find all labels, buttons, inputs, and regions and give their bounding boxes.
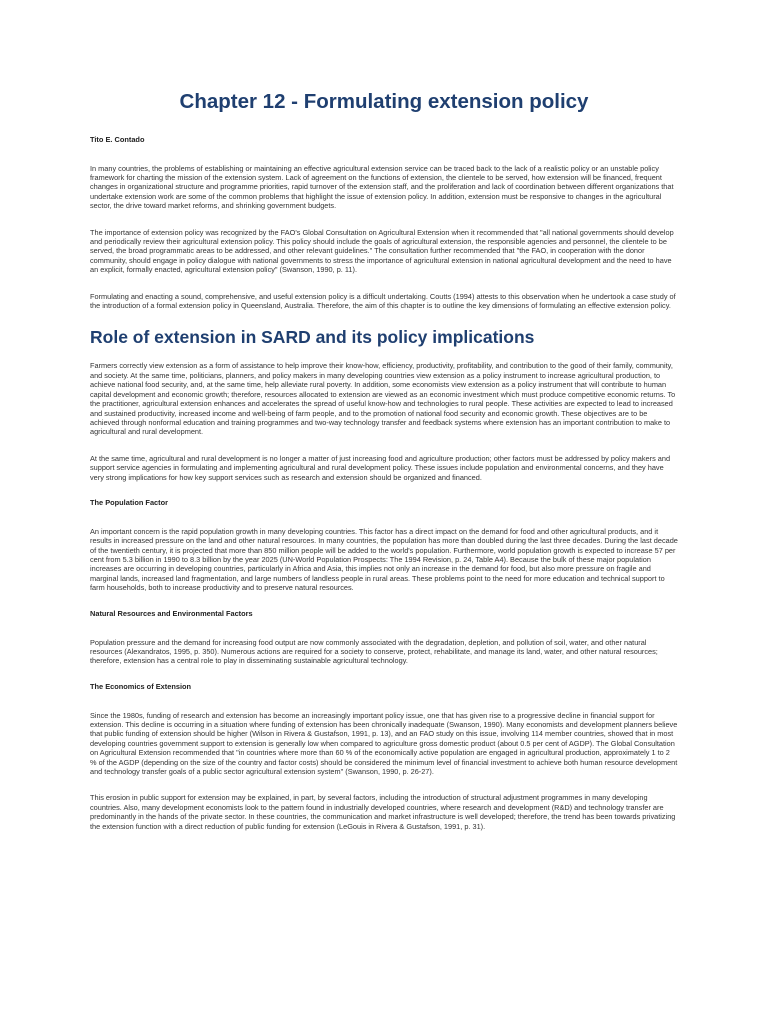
intro-paragraph: The importance of extension policy was recognized by the FAO's Global Consultation on Agricultural Extension when it recommended that "all national governments should develop and periodically review their agricultural extension policy. This policy should include the goals of agricultural extension, the responsible agencies and personnel, the clientele to be served, the broad programmatic areas to be addressed, and other relevant guidelines." The consultation further recommended that "the FAO, in cooperation with the donor community, should engage in policy dialogue with national governments to stress the importance of agricultural extension in national agricultural development and the need to have an explicit, formally enacted, agricultural extension policy" (Swanson, 1990, p. 11).: [90, 227, 674, 275]
section-paragraph: Farmers correctly view extension as a form of assistance to help improve their know-how, efficiency, productivity, profitability, and contribution to the good of their family, community, and society. At the same time, politicians, planners, and policy makers in many developing countries view extension as a policy instrument to increase agricultural production, to achieve national food security, and, at the same time, help alleviate rural poverty. In addition, some economists view extension as a policy instrument that will contribute to human capital development and economic growth; therefore, resources allocated to extension are viewed as an economic investment which must produce competitive economic returns. To the practitioner, agricultural extension enhances and accelerates the spread of useful know-how and technologies to rural people. These activities are expected to lead to increased and sustained productivity, increased income and well-being of farm people, and to the promotion of national food security and economic growth. These objectives are to be achieved through nonformal education and training programmes and two-way technology transfer and feedback systems where extension has an important contribution to make to agricultural and rural development.: [90, 361, 676, 437]
section-title: Role of extension in SARD and its policy implications: [90, 327, 535, 348]
author-name: Tito E. Contado: [90, 134, 145, 144]
section-paragraph: At the same time, agricultural and rural development is no longer a matter of just increasing food and agriculture production; other factors must be addressed by policy makers and support service agencies in formulating and implementing agricultural and rural development policy. These issues include population and environmental concerns, and they have very strong implications for how key support services such as research and extension should be organized and financed.: [90, 453, 671, 482]
chapter-title: Chapter 12 - Formulating extension policy: [179, 90, 589, 113]
intro-paragraph: In many countries, the problems of establishing or maintaining an effective agricultural extension service can be traced back to the lack of a realistic policy or an unstable policy framework for charting the mission of the extension system. Lack of agreement on the functions of extension, the clientele to be served, how extension will be financed, frequent changes in organizational structure and programme priorities, rapid turnover of the extension staff, and the proliferation and lack of coordination between different organizations that undertake extension work are some of the common problems that highlight the issue of extension policy. In addition, extension must be responsive to changes in the agricultural sector, the drive toward market reforms, and shrinking government budgets.: [90, 163, 674, 211]
subsection-title-natural-resources: Natural Resources and Environmental Factors: [90, 608, 253, 618]
subsection-paragraph: Since the 1980s, funding of research and extension has become an increasingly important policy issue, one that has given rise to a progressive decline in financial support for extension. This decline is occurring in a situation where funding of extension has been chronically inadequate (Swanson, 1990). Many economists and development planners believe that public funding of extension should be higher (Wilson in Rivera & Gustafson, 1991, p. 13), and an FAO study on this issue, involving 114 member countries, showed that in most developing countries government support to extension is generally low when compared to agriculture gross domestic product (about 0.5 per cent of AGDP). The Global Consultation on Agricultural Extension recommended that "in countries where more than 60 % of the economically active population are engaged in agricultural production, approximately 1 to 2 % of the AGDP (depending on the size of the country and factor costs) should be considered the minimum level of financial investment to achieve both human resource development and technology transfer goals of a public sector agricultural extension system" (Swanson, 1990, p. 26-27).: [90, 710, 678, 777]
subsection-title-economics: The Economics of Extension: [90, 681, 192, 691]
subsection-title-population: The Population Factor: [90, 497, 169, 507]
subsection-paragraph: This erosion in public support for extension may be explained, in part, by several factors, including the introduction of structural adjustment programmes in many developing countries. Also, many development economists look to the pattern found in industrially developed countries, where research and development (R&D) and technology transfer are predominantly in the hands of the private sector. In these countries, the communication and market infrastructure is well developed; therefore, the trend has been towards privatizing the extension function with a direct reduction of public funding for extension (LeGouis in Rivera & Gustafson, 1991, p. 31).: [90, 793, 676, 831]
subsection-paragraph: Population pressure and the demand for increasing food output are now commonly associated with the degradation, depletion, and pollution of soil, water, and other natural resources (Alexandratos, 1995, p. 350). Numerous actions are required for a society to conserve, protect, rehabilitate, and manage its land, water, and other natural resources; therefore, extension has a central role to play in disseminating sustainable agricultural technology.: [90, 637, 658, 666]
subsection-paragraph: An important concern is the rapid population growth in many developing countries. This factor has a direct impact on the demand for food and other agricultural products, and it results in increased pressure on the land and other natural resources. In many countries, the population has more than doubled during the last three decades. During the last decade of the twentieth century, it is projected that more than 850 million people will be added to the world's population. Furthermore, world population growth is expected to increase 57 per cent from 5.3 billion in 1990 to 8.3 billion by the year 2025 (UN-World Population Prospects: The 1994 Revision, p. 24, Table A4). Because the bulk of these major population increases are occurring in developing countries, particularly in Africa and Asia, this implies not only an increase in the demand for food, but also more pressure on fragile and marginal lands, increased land fragmentation, and large numbers of landless people in rural areas. These problems point to the need for more education and technical support to farm households, both to increase productivity and to preserve natural resources.: [90, 526, 678, 593]
intro-paragraph: Formulating and enacting a sound, comprehensive, and useful extension policy is a difficult undertaking. Coutts (1994) attests to this observation when he undertook a case study of the introduction of a formal extension policy in Queensland, Australia. Therefore, the aim of this chapter is to outline the key dimensions of formulating an effective extension policy.: [90, 291, 676, 311]
